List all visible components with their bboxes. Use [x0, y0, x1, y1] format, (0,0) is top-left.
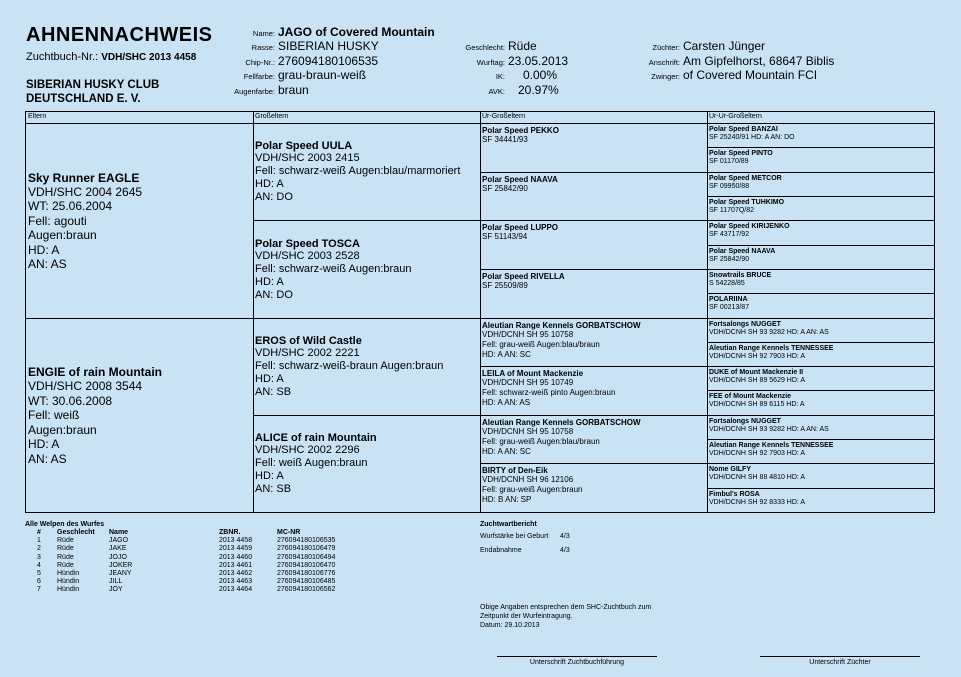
- signature-zuechter: Unterschrift Züchter: [760, 656, 920, 666]
- report-note1: Obige Angaben entsprechen dem SHC-Zuchtbuch zum: [480, 604, 652, 611]
- pedigree-cell-grandparents: [255, 416, 478, 512]
- wurftag-row: [440, 54, 568, 68]
- dog-detail: HD: A: [255, 373, 284, 385]
- dog-name: Polar Speed TUHKIMO: [709, 199, 785, 206]
- litter-header-cell: MC-NR: [277, 529, 301, 536]
- litter-header-cell: ZBNR.: [219, 529, 241, 536]
- dog-detail: SF 01170/89: [709, 158, 749, 165]
- dog-detail: HD: A AN: AS: [482, 398, 531, 407]
- litter-cell: Hündin: [57, 578, 80, 586]
- zuchtbuch-label: Zuchtbuch-Nr.:: [26, 51, 99, 63]
- dog-name: Snowtrails BRUCE: [709, 272, 772, 279]
- dog-detail: AN: DO: [255, 191, 293, 203]
- zuchtbuch-number: [26, 51, 196, 63]
- litter-cell: 4: [37, 561, 41, 569]
- dog-detail: WT: 25.06.2004: [28, 199, 113, 213]
- pedigree-cell-great-great-grandparents: [709, 124, 932, 149]
- litter-cell: JOKER: [109, 561, 133, 569]
- dog-detail: VDH/SHC 2002 2221: [255, 347, 360, 359]
- augenfarbe-row: [200, 83, 309, 97]
- pedigree-cell-great-grandparents: [482, 124, 705, 174]
- dog-detail: Fell: schwarz-weiß pinto Augen:braun: [482, 388, 616, 397]
- litter-section: [25, 521, 357, 595]
- dog-detail: SF 09950/88: [709, 183, 750, 190]
- dog-detail: SF 25842/90: [482, 184, 528, 193]
- pedigree-cell-great-great-grandparents: [709, 221, 932, 247]
- dog-name: Polar Speed TOSCA: [255, 237, 360, 250]
- pedigree-cell-great-great-grandparents: [709, 489, 932, 514]
- table-row: [25, 537, 357, 545]
- dog-detail: Fell: schwarz-weiß Augen:braun: [255, 262, 412, 275]
- dog-name: Aleutian Range Kennels GORBATSCHOW: [482, 321, 641, 330]
- zwinger-value: of Covered Mountain FCI: [683, 68, 818, 82]
- litter-header-cell: #: [37, 529, 41, 536]
- litter-cell: Rüde: [57, 545, 74, 553]
- zuechter-row: [615, 39, 765, 53]
- litter-cell: 5: [37, 570, 41, 578]
- dog-name: Polar Speed METCOR: [709, 175, 782, 182]
- augenfarbe-label: Augenfarbe:: [234, 87, 275, 96]
- litter-cell: 276094180106562: [277, 586, 336, 594]
- dog-detail: Fell: agouti: [28, 213, 87, 228]
- wurftag-value: 23.05.2013: [508, 54, 569, 68]
- litter-cell: 7: [37, 586, 41, 594]
- litter-cell: 2: [37, 545, 41, 553]
- dog-detail: S 54228/85: [709, 280, 745, 287]
- table-row: [25, 570, 357, 578]
- dog-name: ALICE of rain Mountain: [255, 432, 377, 444]
- pedigree-cell-great-grandparents: [482, 319, 705, 368]
- avk-label: AVK:: [488, 87, 505, 96]
- pedigree-cell-grandparents: [255, 221, 478, 318]
- club-name: [26, 78, 159, 106]
- club-line1: SIBERIAN HUSKY CLUB: [26, 79, 160, 91]
- litter-cell: 276094180106776: [277, 570, 336, 578]
- dog-detail: HD: A: [28, 437, 60, 451]
- pedigree-cell-grandparents: [255, 124, 478, 220]
- litter-cell: 2013 4464: [219, 586, 253, 594]
- litter-cell: Rüde: [57, 561, 74, 569]
- dog-name: Fimbul's ROSA: [709, 491, 760, 498]
- dog-detail: Fell: grau-weiß Augen:blau/braun: [482, 437, 600, 446]
- dog-detail: SF 25842/90: [709, 256, 750, 263]
- dog-name: Fortsalongs NUGGET: [709, 321, 781, 328]
- dog-name: Polar Speed PEKKO: [482, 126, 559, 135]
- dog-detail: VDH/SHC 2002 2296: [255, 444, 360, 456]
- table-row: [25, 554, 357, 562]
- anschrift-label: Anschrift:: [648, 58, 680, 67]
- litter-cell: Hündin: [57, 586, 80, 594]
- pedigree-cell-great-great-grandparents: [709, 343, 932, 368]
- litter-cell: 1: [37, 537, 41, 545]
- dog-name: BIRTY of Den-Eik: [482, 466, 548, 475]
- dog-name: Polar Speed NAAVA: [482, 175, 558, 184]
- litter-cell: JOY: [109, 586, 123, 594]
- dog-detail: VDH/DCNH SH 96 12106: [482, 475, 574, 484]
- dog-detail: VDH/DCNH SH 95 10758: [482, 427, 574, 436]
- dog-name: Polar Speed KIRIJENKO: [709, 223, 790, 230]
- ik-label: IK:: [495, 72, 505, 81]
- dog-name: Polar Speed NAAVA: [709, 248, 776, 255]
- litter-cell: 2013 4460: [219, 553, 253, 561]
- pedigree-cell-great-grandparents: [482, 221, 705, 271]
- zuechter-value: Carsten Jünger: [683, 39, 766, 53]
- endabnahme-value: 4/3: [560, 547, 570, 554]
- litter-cell: JEANY: [109, 570, 132, 578]
- anschrift-value: Am Gipfelhorst, 68647 Biblis: [683, 54, 835, 68]
- litter-header-cell: Geschlecht: [57, 529, 95, 536]
- dog-detail: AN: AS: [28, 257, 67, 271]
- dog-name: Polar Speed BANZAI: [709, 126, 778, 133]
- litter-header-cell: Name: [109, 529, 129, 536]
- pedigree-cell-great-great-grandparents: [709, 367, 932, 392]
- litter-cell: 2013 4459: [219, 545, 253, 553]
- pedigree-cell-great-great-grandparents: [709, 294, 932, 320]
- rasse-row: [200, 39, 379, 53]
- dog-name: JAGO of Covered Mountain: [278, 25, 435, 39]
- pedigree-cell-great-great-grandparents: [709, 270, 932, 295]
- pedigree-cell-great-great-grandparents: [709, 197, 932, 222]
- fellfarbe-value: grau-braun-weiß: [278, 68, 367, 82]
- pedigree-cell-great-grandparents: [482, 173, 705, 222]
- pedigree-cell-great-grandparents: [482, 416, 705, 465]
- augenfarbe-value: braun: [278, 83, 309, 97]
- pedigree-cell-great-grandparents: [482, 367, 705, 417]
- pedigree-cell-great-great-grandparents: [709, 319, 932, 344]
- dog-name: Aleutian Range Kennels TENNESSEE: [709, 345, 834, 352]
- dog-detail: Fell: schwarz-weiß Augen:blau/marmoriert: [255, 165, 461, 177]
- fellfarbe-label: Fellfarbe:: [243, 72, 275, 81]
- dog-name: Polar Speed RIVELLA: [482, 272, 565, 281]
- dog-name-label: Name:: [252, 29, 275, 38]
- fellfarbe-row: [200, 68, 366, 82]
- dog-detail: SF 25509/89: [482, 281, 528, 290]
- dog-name: DUKE of Mount Mackenzie II: [709, 369, 804, 376]
- col-header-ur-grosseltern: Ur-Großeltern: [482, 113, 526, 120]
- litter-cell: 276094180106494: [277, 553, 336, 561]
- litter-cell: JAKE: [109, 545, 127, 553]
- litter-cell: Rüde: [57, 553, 74, 561]
- dog-name: Fortsalongs NUGGET: [709, 418, 781, 425]
- litter-cell: Rüde: [57, 537, 74, 545]
- dog-name: FEE of Mount Mackenzie: [709, 393, 792, 400]
- dog-detail: Fell: grau-weiß Augen:blau/braun: [482, 340, 600, 349]
- pedigree-table: [25, 111, 935, 513]
- pedigree-cell-great-great-grandparents: [709, 246, 932, 271]
- anschrift-row: [615, 54, 834, 68]
- dog-detail: VDH/DCNH SH 95 10758: [482, 330, 574, 339]
- dog-detail: HD: A AN: SC: [482, 447, 531, 456]
- dog-detail: VDH/DCNH SH 92 8333 HD: A: [709, 499, 806, 506]
- dog-detail: SF 43717/92: [709, 231, 750, 238]
- litter-cell: 276094180106485: [277, 578, 336, 586]
- dog-detail: AN: SB: [255, 483, 292, 495]
- dog-name: EROS of Wild Castle: [255, 335, 362, 347]
- dog-detail: HD: B AN: SP: [482, 495, 532, 504]
- table-row: [25, 578, 357, 586]
- dog-name: Nome GILFY: [709, 466, 752, 473]
- dog-name: Polar Speed PINTO: [709, 150, 773, 157]
- pedigree-cell-great-great-grandparents: [709, 440, 932, 465]
- litter-cell: JILL: [109, 578, 123, 586]
- report-date: Datum: 29.10.2013: [480, 622, 540, 629]
- table-row: [25, 545, 357, 553]
- ik-value: 0.00%: [523, 68, 558, 82]
- dog-detail: HD: A: [255, 275, 284, 288]
- dog-detail: SF 11707Q/82: [709, 207, 755, 214]
- report-note2: Zeitpunkt der Wurfeintragung.: [480, 613, 573, 620]
- dog-detail: SF 51143/94: [482, 232, 528, 241]
- pedigree-cell-parents: [28, 319, 251, 512]
- dog-detail: Fell: schwarz-weiß-braun Augen:braun: [255, 360, 444, 372]
- pedigree-cell-great-grandparents: [482, 270, 705, 320]
- dog-name-row: [200, 25, 435, 39]
- table-row: [25, 562, 357, 570]
- endabnahme-label: Endabnahme: [480, 547, 522, 554]
- club-line2: DEUTSCHLAND E. V.: [26, 93, 141, 105]
- chip-label: Chip-Nr.:: [245, 58, 275, 67]
- dog-name: POLARIINA: [709, 296, 748, 303]
- litter-cell: 276094180106535: [277, 537, 336, 545]
- zuchtbuch-value: VDH/SHC 2013 4458: [101, 52, 197, 63]
- dog-detail: Fell: grau-weiß Augen:braun: [482, 485, 583, 494]
- pedigree-cell-great-great-grandparents: [709, 416, 932, 441]
- dog-detail: VDH/SHC 2003 2415: [255, 152, 360, 164]
- geschlecht-label: Geschlecht:: [465, 43, 505, 52]
- pedigree-cell-great-great-grandparents: [709, 148, 932, 174]
- dog-detail: AN: DO: [255, 288, 293, 301]
- litter-cell: 2013 4458: [219, 537, 253, 545]
- zwinger-label: Zwinger:: [651, 72, 680, 81]
- ik-row: [440, 68, 557, 82]
- litter-cell: 6: [37, 578, 41, 586]
- zwinger-row: [615, 68, 817, 82]
- litter-cell: JAGO: [109, 537, 129, 545]
- table-row: [25, 586, 357, 594]
- litter-cell: 2013 4461: [219, 561, 253, 569]
- dog-detail: VDH/DCNH SH 89 6115 HD: A: [709, 401, 805, 408]
- report-title: Zuchtwartbericht: [480, 521, 537, 528]
- litter-cell: 276094180106470: [277, 561, 336, 569]
- litter-cell: Hündin: [57, 570, 80, 578]
- litter-table: [25, 529, 357, 595]
- litter-header-row: [25, 529, 357, 537]
- dog-detail: SF 34441/93: [482, 135, 528, 144]
- wurftag-label: Wurftag:: [476, 58, 505, 67]
- litter-cell: 3: [37, 553, 41, 561]
- litter-cell: 2013 4462: [219, 570, 253, 578]
- pedigree-cell-great-great-grandparents: [709, 391, 932, 417]
- dog-detail: SF 25240/91 HD: A AN: DO: [709, 134, 795, 141]
- chip-row: [200, 54, 378, 68]
- dog-detail: VDH/SHC 2008 3544: [28, 379, 143, 393]
- litter-cell: 2013 4463: [219, 578, 253, 586]
- pedigree-cell-parents: [28, 124, 251, 318]
- dog-detail: VDH/DCNH SH 92 7903 HD: A: [709, 450, 806, 457]
- dog-detail: AN: SB: [255, 386, 292, 398]
- dog-detail: VDH/DCNH SH 93 9282 HD: A AN: AS: [709, 329, 829, 336]
- dog-detail: HD: A AN: SC: [482, 350, 531, 359]
- dog-detail: Fell: weiß: [28, 408, 80, 422]
- dog-name: Aleutian Range Kennels TENNESSEE: [709, 442, 834, 449]
- litter-title: Alle Welpen des Wurfes: [25, 521, 105, 528]
- col-header-grosseltern: Großeltern: [255, 113, 289, 120]
- chip-value: 276094180106535: [278, 54, 379, 68]
- dog-name: Aleutian Range Kennels GORBATSCHOW: [482, 418, 641, 427]
- signature-zuchtbuchfuehrung: Unterschrift Zuchtbuchführung: [497, 656, 657, 666]
- zuechter-label: Züchter:: [652, 43, 680, 52]
- dog-name: ENGIE of rain Mountain: [28, 365, 162, 379]
- dog-detail: HD: A: [28, 242, 60, 257]
- dog-detail: VDH/DCNH SH 95 10749: [482, 378, 574, 387]
- avk-value: 20.97%: [518, 83, 559, 97]
- pedigree-cell-great-great-grandparents: [709, 464, 932, 490]
- dog-name: Polar Speed LUPPO: [482, 223, 559, 232]
- geschlecht-row: [440, 39, 537, 53]
- dog-detail: SF 00213/87: [709, 304, 750, 311]
- dog-detail: VDH/DCNH SH 92 7903 HD: A: [709, 353, 806, 360]
- litter-cell: 276094180106479: [277, 545, 336, 553]
- dog-detail: HD: A: [255, 178, 284, 190]
- avk-row: [440, 83, 559, 97]
- col-header-ur-ur-grosseltern: Ur-Ur-Großeltern: [709, 113, 762, 120]
- litter-cell: JOJO: [109, 553, 127, 561]
- dog-detail: VDH/SHC 2004 2645: [28, 184, 143, 199]
- dog-detail: Augen:braun: [28, 228, 97, 242]
- dog-detail: Fell: weiß Augen:braun: [255, 457, 368, 469]
- dog-detail: AN: AS: [28, 451, 67, 466]
- pedigree-cell-great-great-grandparents: [709, 173, 932, 198]
- col-header-eltern: Eltern: [28, 113, 47, 120]
- document-title: AHNENNACHWEIS: [26, 24, 213, 46]
- dog-detail: WT: 30.06.2008: [28, 393, 113, 408]
- pedigree-cell-grandparents: [255, 319, 478, 415]
- dog-detail: Augen:braun: [28, 422, 97, 437]
- dog-detail: HD: A: [255, 470, 284, 482]
- dog-name: Sky Runner EAGLE: [28, 170, 140, 185]
- dog-detail: VDH/SHC 2003 2528: [255, 249, 360, 262]
- dog-detail: VDH/DCNH SH 93 9282 HD: A AN: AS: [709, 426, 829, 433]
- dog-name: LEILA of Mount Mackenzie: [482, 369, 584, 378]
- wurfstaerke-value: 4/3: [560, 533, 570, 540]
- wurfstaerke-label: Wurfstärke bei Geburt: [480, 533, 549, 540]
- dog-name: Polar Speed UULA: [255, 140, 353, 152]
- pedigree-cell-great-grandparents: [482, 464, 705, 514]
- dog-detail: VDH/DCNH SH 89 5629 HD: A: [709, 377, 806, 384]
- geschlecht-value: Rüde: [508, 39, 537, 53]
- dog-detail: VDH/DCNH SH 88 4810 HD: A: [709, 474, 806, 481]
- rasse-value: SIBERIAN HUSKY: [278, 39, 379, 53]
- rasse-label: Rasse:: [251, 43, 275, 52]
